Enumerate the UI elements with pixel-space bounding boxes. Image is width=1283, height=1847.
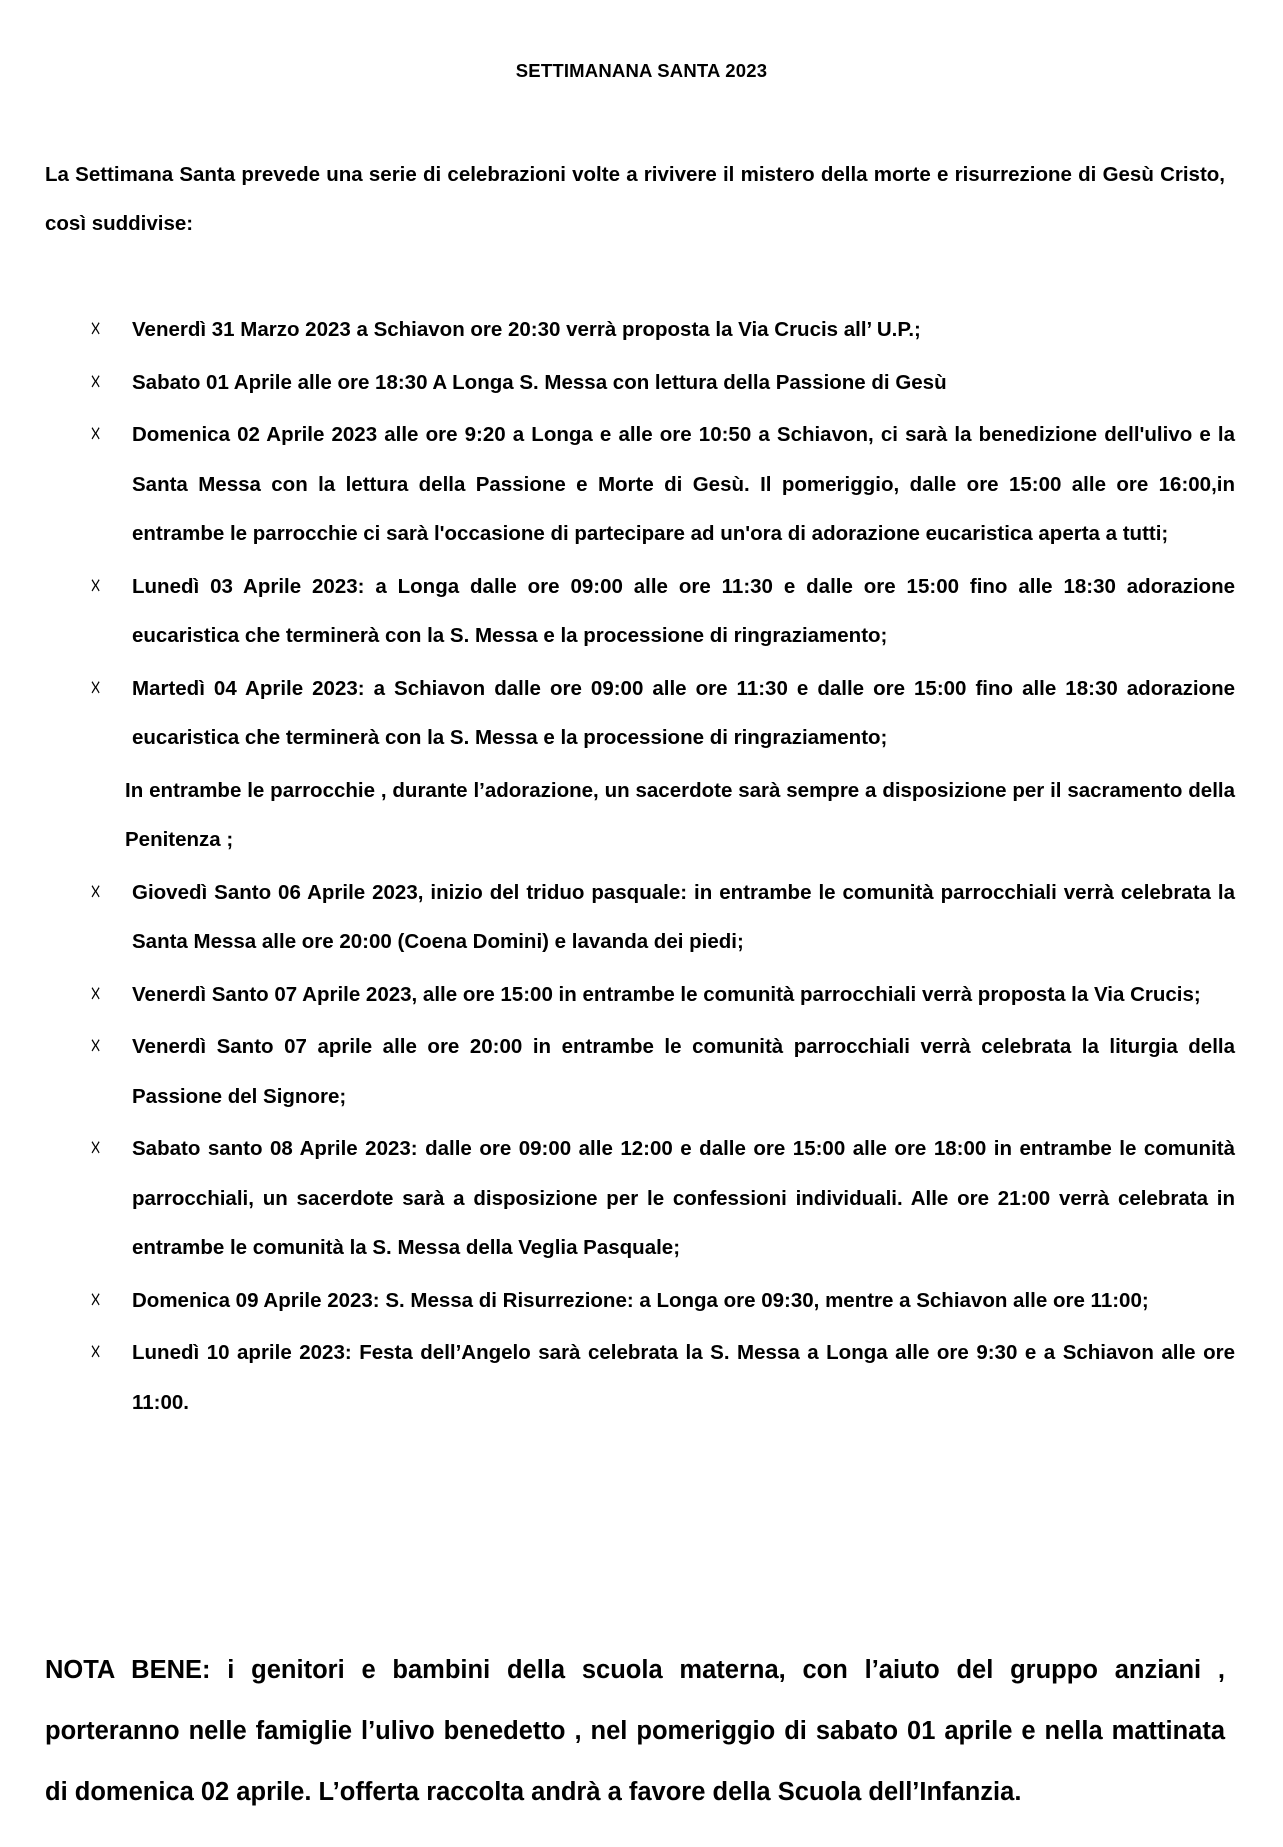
list-item — [90, 1328, 1235, 1427]
x-bullet-icon: ☓ — [90, 317, 102, 341]
list-item-text: Lunedì 03 Aprile 2023: a Longa dalle ore 09:00 alle ore 11:30 e dalle ore 15:00 fino alle 18:30 adorazione eucaristica che terminerà con la S. Messa e la processione di ringraziamento; — [132, 574, 1235, 647]
list-item — [90, 305, 1235, 355]
list-item — [90, 868, 1235, 967]
x-bullet-icon: ☓ — [90, 1287, 102, 1312]
list-item — [90, 1276, 1235, 1326]
list-item — [90, 970, 1235, 1020]
list-item-text: Lunedì 10 aprile 2023: Festa dell’Angelo sarà celebrata la S. Messa a Longa alle ore 9:30 e a Schiavon alle ore 11:00. — [132, 1341, 1235, 1414]
x-bullet-icon: ☓ — [90, 1340, 102, 1364]
list-item-text: Venerdì 31 Marzo 2023 a Schiavon ore 20:30 verrà proposta la Via Crucis all’ U.P.; — [132, 318, 921, 341]
intro-paragraph: La Settimana Santa prevede una serie di celebrazioni volte a rivivere il mistero della morte e risurrezione di Gesù Cristo, così suddivise: — [45, 163, 1225, 235]
list-item-text: Venerdì Santo 07 Aprile 2023, alle ore 15:00 in entrambe le comunità parrocchiali verrà proposta la Via Crucis; — [132, 982, 1201, 1006]
list-item — [90, 1124, 1235, 1273]
x-bullet-icon: ☓ — [90, 981, 102, 1006]
x-bullet-icon: ☓ — [90, 369, 102, 394]
list-item — [90, 1022, 1235, 1121]
celebrations-list — [90, 305, 1235, 1430]
list-item-text: Giovedì Santo 06 Aprile 2023, inizio del triduo pasquale: in entrambe le comunità parrocchiali verrà celebrata la Santa Messa alle ore 20:00 (Coena Domini) e lavanda dei piedi; — [132, 880, 1235, 953]
list-item — [90, 358, 1235, 408]
list-item-text: Martedì 04 Aprile 2023: a Schiavon dalle ore 09:00 alle ore 11:30 e dalle ore 15:00 fino alle 18:30 adorazione eucaristica che terminerà con la S. Messa e la processione di ringraziamento; — [132, 676, 1235, 749]
x-bullet-icon: ☓ — [90, 675, 102, 700]
x-bullet-icon: ☓ — [90, 1034, 102, 1058]
penitenza-note: In entrambe le parrocchie , durante l’adorazione, un sacerdote sarà sempre a disposizione per il sacramento della Penitenza ; — [125, 778, 1235, 851]
list-item — [90, 562, 1235, 661]
nota-bene-paragraph: NOTA BENE: i genitori e bambini della scuola materna, con l’aiuto del gruppo anziani , porteranno nelle famiglie l’ulivo benedetto , nel pomeriggio di sabato 01 aprile e nella mattinata di domenica 02 aprile. L’offerta raccolta andrà a favore della Scuola dell’Infanzia. — [45, 1656, 1225, 1806]
x-bullet-icon: ☓ — [90, 879, 102, 904]
list-item-text: Venerdì Santo 07 aprile alle ore 20:00 in entrambe le comunità parrocchiali verrà celebrata la liturgia della Passione del Signore; — [132, 1035, 1235, 1108]
x-bullet-icon: ☓ — [90, 1136, 102, 1160]
list-item-text: Sabato 01 Aprile alle ore 18:30 A Longa S. Messa con lettura della Passione di Gesù — [132, 370, 947, 394]
list-item-text: Sabato santo 08 Aprile 2023: dalle ore 09:00 alle 12:00 e dalle ore 15:00 alle ore 18:00 in entrambe le comunità parrocchiali, un sacerdote sarà a disposizione per le confessioni individuali. Alle ore 21:00 verrà celebrata in entrambe le comunità la S. Messa della Veglia Pasquale; — [132, 1137, 1235, 1259]
list-item-text: Domenica 02 Aprile 2023 alle ore 9:20 a Longa e alle ore 10:50 a Schiavon, ci sarà la benedizione dell'ulivo e la Santa Messa con la lettura della Passione e Morte di Gesù. Il pomeriggio, dalle ore 15:00 alle ore 16:00,in entrambe le parrocchie ci sarà l'occasione di partecipare ad un'ora di adorazione eucaristica aperta a tutti; — [132, 423, 1235, 545]
list-item-text: Domenica 09 Aprile 2023: S. Messa di Risurrezione: a Longa ore 09:30, mentre a Schiavon alle ore 11:00; — [132, 1288, 1149, 1312]
list-item — [90, 664, 1235, 763]
x-bullet-icon: ☓ — [90, 422, 102, 446]
x-bullet-icon: ☓ — [90, 573, 102, 598]
list-item — [90, 410, 1235, 559]
document-title: SETTIMANANA SANTA 2023 — [515, 60, 768, 81]
